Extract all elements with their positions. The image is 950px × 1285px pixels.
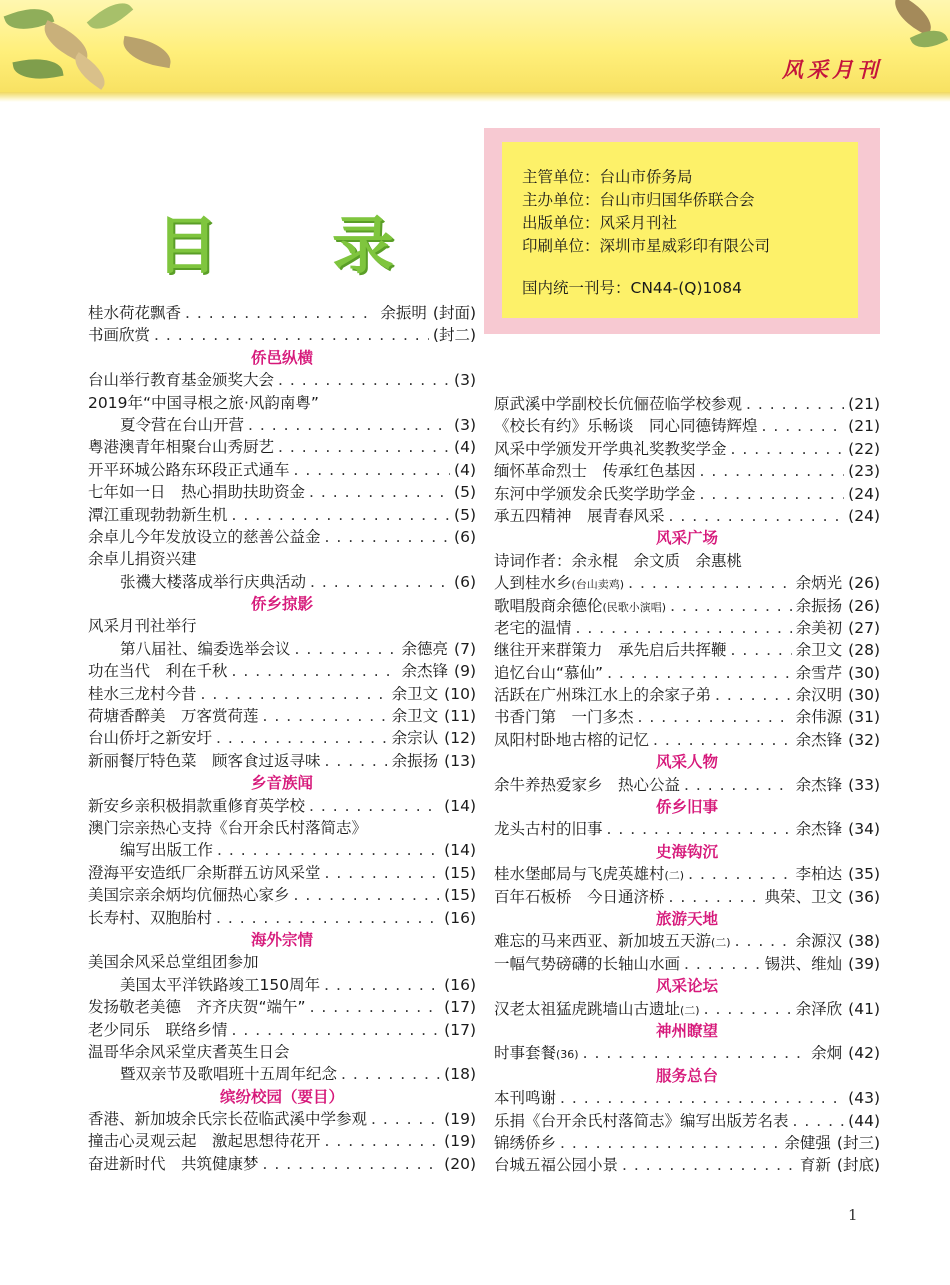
entry-page: (4): [454, 460, 476, 479]
entry-page: (35): [848, 865, 880, 884]
entry-page: (12): [444, 729, 476, 748]
toc-entry[interactable]: [88, 1041, 476, 1063]
dot-leader: [700, 483, 845, 505]
entry-page: (封面): [432, 304, 476, 322]
entry-page: (6): [454, 527, 476, 546]
toc-entry[interactable]: [88, 839, 476, 861]
entry-title: 锦绣侨乡: [494, 1133, 557, 1152]
entry-title: 一幅气势磅礴的长轴山水画: [494, 954, 681, 973]
section-heading: 旅游天地: [655, 909, 718, 928]
entry-title: 暨双亲节及歌唱班十五周年纪念: [120, 1065, 338, 1084]
entry-title: 美国太平洋铁路竣工150周年: [120, 975, 321, 994]
entry-title: 乐捐《台开余氏村落简志》编写出版芳名表: [494, 1111, 789, 1130]
toc-entry[interactable]: [88, 481, 476, 503]
entry-title: 余卓儿捐资兴建: [88, 550, 197, 569]
entry-author: 余振明: [380, 304, 427, 322]
toc-entry[interactable]: [88, 324, 476, 346]
dot-leader: [295, 638, 398, 660]
entry-page: (42): [848, 1044, 880, 1063]
toc-entry[interactable]: [494, 639, 880, 661]
dot-leader: [263, 705, 388, 727]
entry-page: (封三): [836, 1133, 880, 1152]
entry-title: 余牛养热爱家乡 热心公益: [494, 775, 681, 794]
entry-page: (15): [444, 863, 476, 882]
entry-page: (19): [444, 1132, 476, 1151]
dot-leader: [735, 930, 792, 952]
toc-title-char-1: 目: [156, 209, 219, 282]
toc-entry[interactable]: [494, 1110, 880, 1132]
dot-leader: [622, 1154, 796, 1176]
entry-page: (27): [848, 618, 880, 637]
section-heading: 缤纷校园（要目）: [219, 1087, 344, 1106]
dot-leader: [628, 572, 792, 594]
dot-leader: [232, 1019, 441, 1041]
toc-entry[interactable]: [88, 750, 476, 772]
toc-entry[interactable]: [88, 1063, 476, 1085]
dot-leader: [688, 863, 792, 885]
entry-page: (30): [848, 686, 880, 705]
entry-page: (44): [848, 1111, 880, 1130]
entry-page: (15): [444, 886, 476, 905]
dot-leader: [371, 1108, 440, 1130]
dot-leader: [731, 438, 845, 460]
entry-page: (14): [444, 796, 476, 815]
entry-page: (18): [444, 1065, 476, 1084]
dot-leader: [232, 504, 451, 526]
dot-leader: [217, 839, 440, 861]
toc-entry[interactable]: [494, 595, 880, 617]
entry-title: 台山侨圩之新安圩: [88, 729, 213, 748]
entry-author: 余炯: [811, 1044, 843, 1063]
entry-author: 余雪芹: [795, 663, 843, 682]
dot-leader: [325, 750, 388, 772]
toc-entry[interactable]: [494, 998, 880, 1020]
dot-leader: [324, 974, 440, 996]
entry-note: (民歌小演唱): [602, 600, 667, 614]
entry-author: 余伟源: [795, 708, 843, 727]
toc-title-char-2: 录: [332, 209, 395, 282]
toc-entry[interactable]: [88, 1108, 476, 1130]
dot-leader: [576, 617, 792, 639]
toc-entry[interactable]: [88, 369, 476, 391]
entry-title: 编写出版工作: [120, 841, 214, 860]
entry-title: 粤港澳青年相聚台山秀厨艺: [88, 438, 275, 457]
dot-leader: [263, 1153, 441, 1175]
dot-leader: [583, 1042, 808, 1064]
toc-entry[interactable]: [494, 886, 880, 908]
toc-right-column: [494, 393, 880, 1177]
toc-entry[interactable]: [88, 414, 476, 436]
entry-page: (6): [454, 572, 476, 591]
dot-leader: [309, 795, 440, 817]
toc-entry[interactable]: [494, 930, 880, 952]
entry-author: 余卫文: [795, 641, 843, 660]
entry-title: 时事套餐(36): [494, 1044, 579, 1063]
toc-entry[interactable]: [494, 729, 880, 751]
toc-entry[interactable]: [494, 1042, 880, 1064]
entry-page: (14): [444, 841, 476, 860]
magazine-name: 风采月刊: [782, 57, 882, 82]
entry-title: 风采中学颁发开学典礼奖教奖学金: [494, 439, 727, 458]
entry-title: 歌唱殷商余德伦(民歌小演唱): [494, 596, 667, 615]
dot-leader: [232, 660, 398, 682]
entry-title: 风采月刊社举行: [88, 617, 197, 636]
toc-entry[interactable]: [494, 1087, 880, 1109]
dot-leader: [341, 1063, 440, 1085]
entry-title: 美国余风采总堂组团参加: [88, 953, 259, 972]
entry-author: 余宗认: [391, 729, 439, 748]
dot-leader: [216, 907, 440, 929]
entry-page: (38): [848, 932, 880, 951]
toc-entry[interactable]: [88, 996, 476, 1018]
section-heading: 侨乡旧事: [655, 798, 718, 817]
entry-author: 余德亮: [401, 639, 449, 658]
section-heading: 风采人物: [655, 753, 718, 772]
entry-title: 荷塘香醉美 万客赏荷莲: [88, 707, 259, 726]
entry-title: 长寿村、双胞胎村: [88, 908, 213, 927]
entry-title: 难忘的马来西亚、新加坡五天游(二): [494, 932, 731, 951]
dot-leader: [607, 662, 792, 684]
entry-author: 余杰锋: [401, 662, 449, 681]
entry-page: (5): [454, 505, 476, 524]
toc-entry[interactable]: [494, 438, 880, 460]
entry-title: 香港、新加坡余氏宗长莅临武溪中学参观: [88, 1110, 368, 1129]
entry-title: 百年石板桥 今日通济桥: [494, 887, 665, 906]
entry-title: 桂水三龙村今昔: [88, 684, 197, 703]
entry-page: (43): [848, 1089, 880, 1108]
toc-entry[interactable]: [88, 548, 476, 570]
info-line-publisher: 出版单位：风采月刊社: [522, 214, 678, 232]
entry-page: (24): [848, 506, 880, 525]
entry-page: (封二): [432, 326, 476, 345]
dot-leader: [216, 727, 388, 749]
section-heading: 风采论坛: [655, 977, 718, 996]
entry-page: (9): [454, 662, 476, 681]
entry-title: 潭江重现勃勃新生机: [88, 505, 228, 524]
entry-author: 余源汉: [795, 932, 843, 951]
dot-leader: [684, 774, 792, 796]
entry-title: 开平环城公路东环段正式通车: [88, 460, 290, 479]
dot-leader: [670, 595, 792, 617]
entry-page: (41): [848, 999, 880, 1018]
entry-title: 汉老太祖猛虎跳墙山古遗址(二): [494, 999, 700, 1018]
entry-author: 余杰锋: [795, 775, 843, 794]
entry-page: (3): [454, 415, 476, 434]
entry-title: 人到桂水乡(台山卖鸡): [494, 574, 625, 593]
entry-title: 龙头古村的旧事: [494, 820, 603, 839]
toc-entry[interactable]: [88, 683, 476, 705]
toc-entry[interactable]: [88, 727, 476, 749]
toc-entry[interactable]: [88, 302, 476, 324]
page-number: 1: [848, 1206, 858, 1224]
toc-entry[interactable]: [494, 550, 880, 572]
entry-page: (5): [454, 483, 476, 502]
entry-author: 典荣、卫文: [764, 887, 843, 906]
dot-leader: [700, 460, 845, 482]
entry-title: 桂水荷花飘香: [88, 304, 182, 322]
entry-author: 育新: [799, 1156, 831, 1175]
entry-page: (24): [848, 484, 880, 503]
entry-page: (31): [848, 708, 880, 727]
entry-title: 撞击心灵观云起 激起思想待花开: [88, 1132, 321, 1151]
entry-title: 七年如一日 热心捐助扶助资金: [88, 483, 306, 502]
entry-title: 新安乡亲积极捐款重修育英学校: [88, 796, 306, 815]
dot-leader: [560, 1087, 844, 1109]
info-line-sponsor: 主办单位：台山市归国华侨联合会: [522, 191, 755, 209]
entry-title: 老宅的温情: [494, 618, 572, 637]
entry-title: 澳门宗亲热心支持《台开余氏村落简志》: [88, 818, 368, 837]
entry-title: 诗词作者：余永棍 余文质 余惠桃: [494, 551, 743, 570]
toc-entry[interactable]: [88, 795, 476, 817]
toc-entry[interactable]: [88, 974, 476, 996]
entry-page: (23): [848, 462, 880, 481]
entry-title: 承五四精神 展青春风采: [494, 506, 665, 525]
entry-page: (4): [454, 438, 476, 457]
dot-leader: [669, 505, 845, 527]
entry-title: 余卓儿今年发放设立的慈善公益金: [88, 527, 321, 546]
toc-entry[interactable]: [494, 706, 880, 728]
toc-entry[interactable]: [88, 705, 476, 727]
entry-title: 凤阳村卧地古榕的记忆: [494, 730, 650, 749]
dot-leader: [325, 1130, 441, 1152]
info-line-printer: 印刷单位：深圳市星威彩印有限公司: [522, 237, 771, 255]
entry-title: 台山举行教育基金颁奖大会: [88, 371, 275, 390]
entry-author: 余汉明: [795, 686, 843, 705]
info-line-issn: 国内统一刊号：CN44-(Q)1084: [522, 279, 742, 297]
toc-entry[interactable]: [88, 436, 476, 458]
toc-entry[interactable]: [494, 953, 880, 975]
entry-page: (21): [848, 417, 880, 436]
toc-entry[interactable]: [494, 818, 880, 840]
entry-title: 奋进新时代 共筑健康梦: [88, 1154, 259, 1173]
dot-leader: [278, 369, 450, 391]
dot-leader: [560, 1132, 780, 1154]
dot-leader: [294, 459, 451, 481]
entry-title: 功在当代 利在千秋: [88, 662, 228, 681]
entry-page: (20): [444, 1154, 476, 1173]
entry-title: 缅怀革命烈士 传承红色基因: [494, 462, 696, 481]
dot-leader: [294, 884, 441, 906]
dot-leader: [310, 571, 450, 593]
dot-leader: [325, 862, 441, 884]
entry-page: (30): [848, 663, 880, 682]
dot-leader: [607, 818, 792, 840]
leaf-decoration-icon: [87, 0, 134, 38]
entry-page: (11): [444, 707, 476, 726]
dot-leader: [201, 683, 388, 705]
toc-entry[interactable]: [494, 684, 880, 706]
toc-entry[interactable]: [494, 415, 880, 437]
dot-leader: [684, 953, 761, 975]
toc-entry[interactable]: [88, 1153, 476, 1175]
entry-title: 继往开来群策力 承先启后共挥鞭: [494, 641, 727, 660]
entry-author: 余炳光: [795, 574, 843, 593]
entry-author: 余杰锋: [795, 820, 843, 839]
dot-leader: [793, 1110, 845, 1132]
entry-title: 第八届社、编委选举会议: [120, 639, 291, 658]
entry-title: 澄海平安造纸厂余斯群五访风采堂: [88, 863, 321, 882]
section-heading: 海外宗情: [250, 930, 313, 949]
dot-leader: [309, 481, 450, 503]
section-heading: 乡音族闻: [250, 774, 313, 793]
entry-title: 书香门第 一门多杰: [494, 708, 634, 727]
section-heading: 史海钩沉: [655, 842, 718, 861]
entry-title: 追忆台山“慕仙”: [494, 663, 604, 682]
leaf-decoration-icon: [12, 54, 63, 84]
entry-page: (封底): [836, 1156, 880, 1175]
dot-leader: [278, 436, 450, 458]
toc-entry[interactable]: [494, 1154, 880, 1176]
dot-leader: [704, 998, 792, 1020]
dot-leader: [762, 415, 845, 437]
entry-title: 美国宗亲余炳均伉俪热心家乡: [88, 886, 290, 905]
entry-page: (26): [848, 574, 880, 593]
dot-leader: [746, 393, 844, 415]
entry-page: (21): [848, 395, 880, 413]
toc-entry[interactable]: [494, 617, 880, 639]
toc-entry[interactable]: [88, 459, 476, 481]
entry-author: 余卫文: [391, 707, 439, 726]
entry-title: 桂水堡邮局与飞虎英雄村(二): [494, 865, 685, 884]
dot-leader: [638, 706, 792, 728]
entry-title: 本刊鸣谢: [494, 1089, 557, 1108]
entry-page: (17): [444, 1020, 476, 1039]
entry-note: (台山卖鸡): [571, 578, 625, 592]
entry-note: (二): [711, 936, 731, 950]
dot-leader: [248, 414, 450, 436]
toc-entry[interactable]: [88, 862, 476, 884]
toc-entry[interactable]: [88, 392, 476, 414]
leaf-decoration-icon: [120, 36, 173, 68]
entry-title: 老少同乐 联络乡情: [88, 1020, 228, 1039]
header-band: [0, 92, 950, 102]
entry-title: 新丽餐厅特色菜 顾客食过返寻味: [88, 751, 321, 770]
section-heading: 风采广场: [655, 529, 718, 548]
dot-leader: [653, 729, 792, 751]
entry-page: (34): [848, 820, 880, 839]
dot-leader: [154, 324, 429, 346]
entry-page: (32): [848, 730, 880, 749]
entry-page: (33): [848, 775, 880, 794]
entry-title: 原武溪中学副校长伉俪莅临学校参观: [494, 395, 743, 413]
entry-title: 2019年“中国寻根之旅·风韵南粤”: [88, 393, 319, 412]
toc-entry[interactable]: [88, 884, 476, 906]
entry-page: (36): [848, 887, 880, 906]
entry-author: 余健强: [784, 1133, 831, 1152]
dot-leader: [669, 886, 761, 908]
toc-entry[interactable]: [88, 526, 476, 548]
entry-page: (26): [848, 596, 880, 615]
toc-entry[interactable]: [494, 662, 880, 684]
entry-page: (39): [848, 954, 880, 973]
toc-entry[interactable]: [88, 660, 476, 682]
entry-page: (28): [848, 641, 880, 660]
entry-title: 温哥华余风采堂庆耆英生日会: [88, 1042, 290, 1061]
entry-author: 余泽欣: [795, 999, 843, 1018]
section-heading: 服务总台: [655, 1066, 718, 1085]
toc-entry[interactable]: [88, 1019, 476, 1041]
entry-title: 夏令营在台山开营: [120, 415, 245, 434]
entry-note: (36): [556, 1048, 579, 1062]
toc-entry[interactable]: [494, 393, 880, 415]
toc-entry[interactable]: [494, 483, 880, 505]
entry-author: 余杰锋: [795, 730, 843, 749]
toc-entry[interactable]: [88, 907, 476, 929]
section-heading: 侨乡掠影: [250, 595, 313, 614]
toc-entry[interactable]: [88, 504, 476, 526]
entry-author: 李柏达: [795, 865, 843, 884]
entry-page: (10): [444, 684, 476, 703]
entry-title: 活跃在广州珠江水上的余家子弟: [494, 686, 712, 705]
dot-leader: [731, 639, 792, 661]
toc-entry[interactable]: [88, 615, 476, 637]
dot-leader: [715, 684, 792, 706]
toc-entry[interactable]: [494, 460, 880, 482]
toc-entry[interactable]: [494, 863, 880, 885]
entry-page: (7): [454, 639, 476, 658]
entry-title: 《校长有约》乐畅谈 同心同德铸辉煌: [494, 417, 758, 436]
dot-leader: [185, 302, 376, 324]
header-banner: [0, 0, 950, 96]
toc-entry[interactable]: [494, 1132, 880, 1154]
toc-entry[interactable]: [494, 572, 880, 594]
entry-title: 书画欣赏: [88, 326, 151, 345]
toc-entry[interactable]: [88, 817, 476, 839]
entry-title: 发扬敬老美德 齐齐庆贺“端午”: [88, 998, 306, 1017]
leaf-decoration-icon: [68, 52, 111, 90]
entry-author: 余振扬: [391, 751, 439, 770]
entry-page: (13): [444, 751, 476, 770]
entry-page: (16): [444, 975, 476, 994]
entry-title: 台城五福公园小景: [494, 1156, 619, 1175]
toc-entry[interactable]: [494, 505, 880, 527]
section-heading: 侨邑纵横: [250, 348, 313, 367]
toc-entry[interactable]: [88, 951, 476, 973]
entry-page: (19): [444, 1110, 476, 1129]
entry-page: (16): [444, 908, 476, 927]
entry-page: (17): [444, 998, 476, 1017]
dot-leader: [325, 526, 451, 548]
toc-entry[interactable]: [88, 638, 476, 660]
entry-note: (二): [680, 1003, 700, 1017]
dot-leader: [310, 996, 441, 1018]
toc-entry[interactable]: [494, 774, 880, 796]
toc-entry[interactable]: [88, 1130, 476, 1152]
entry-author: 锡洪、维灿: [764, 954, 843, 973]
section-heading: 神州瞭望: [655, 1021, 718, 1040]
entry-page: (3): [454, 371, 476, 390]
entry-author: 余卫文: [391, 684, 439, 703]
toc-left-column: [88, 302, 476, 1175]
entry-note: (二): [664, 869, 685, 883]
entry-author: 余美初: [795, 618, 843, 637]
info-line-supervisor: 主管单位：台山市侨务局: [522, 168, 693, 186]
entry-page: (22): [848, 439, 880, 458]
toc-entry[interactable]: [88, 571, 476, 593]
entry-title: 东河中学颁发余氏奖学助学金: [494, 484, 696, 503]
entry-author: 余振扬: [795, 596, 843, 615]
entry-title: 张禨大楼落成举行庆典活动: [120, 572, 307, 591]
